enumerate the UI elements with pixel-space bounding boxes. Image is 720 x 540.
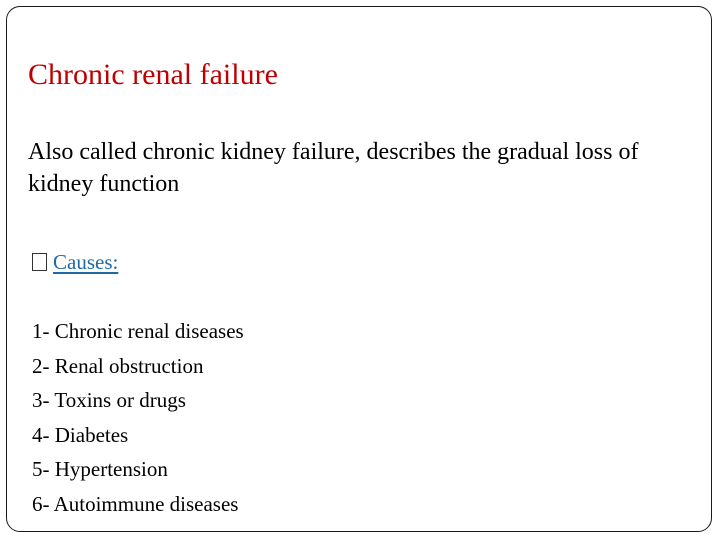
cause-item: 2- Renal obstruction (32, 353, 204, 378)
cause-item: 1- Chronic renal diseases (32, 319, 244, 343)
cause-item: 6- Autoimmune diseases (32, 491, 239, 516)
cause-item: 3- Toxins or drugs (32, 388, 186, 413)
cause-item: 4- Diabetes (32, 422, 129, 447)
slide-title: Chronic renal failure (28, 58, 278, 91)
square-bullet-icon (32, 253, 47, 271)
causes-heading (32, 247, 118, 277)
slide-description: Also called chronic kidney failure, describes the gradual loss of kidney function (28, 139, 639, 197)
causes-label: Causes: (53, 250, 119, 274)
causes-list (32, 314, 244, 522)
cause-item: 5- Hypertension (32, 457, 168, 482)
